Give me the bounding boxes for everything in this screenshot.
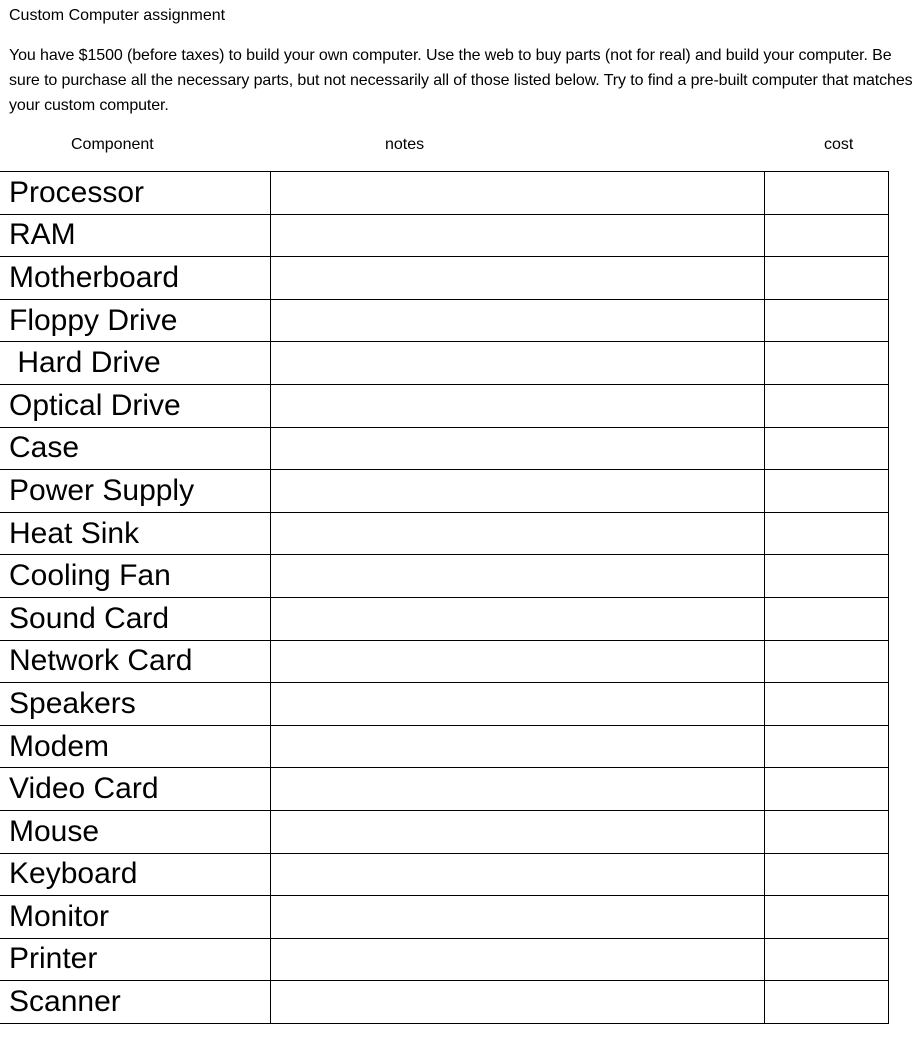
cost-cell[interactable] [764, 768, 888, 811]
parts-table [0, 171, 889, 1024]
notes-cell[interactable] [270, 470, 764, 513]
component-name: Power Supply [0, 470, 270, 513]
component-name: Scanner [0, 981, 270, 1024]
cost-cell[interactable] [764, 640, 888, 683]
cost-cell[interactable] [764, 683, 888, 726]
notes-cell[interactable] [270, 725, 764, 768]
component-name: Keyboard [0, 853, 270, 896]
cost-cell[interactable] [764, 810, 888, 853]
notes-cell[interactable] [270, 512, 764, 555]
table-row [0, 981, 888, 1024]
component-name: Modem [0, 725, 270, 768]
table-row [0, 683, 888, 726]
cost-cell[interactable] [764, 512, 888, 555]
table-row [0, 470, 888, 513]
table-row [0, 555, 888, 598]
component-name: Network Card [0, 640, 270, 683]
component-name: Optical Drive [0, 384, 270, 427]
cost-cell[interactable] [764, 214, 888, 257]
notes-cell[interactable] [270, 299, 764, 342]
table-row [0, 640, 888, 683]
table-row [0, 299, 888, 342]
notes-cell[interactable] [270, 342, 764, 385]
notes-cell[interactable] [270, 597, 764, 640]
component-name: Motherboard [0, 257, 270, 300]
notes-cell[interactable] [270, 683, 764, 726]
component-name: Hard Drive [0, 342, 270, 385]
cost-cell[interactable] [764, 470, 888, 513]
cost-cell[interactable] [764, 257, 888, 300]
component-name: Sound Card [0, 597, 270, 640]
notes-cell[interactable] [270, 896, 764, 939]
column-header-notes: notes [385, 136, 425, 153]
cost-cell[interactable] [764, 342, 888, 385]
document-title: Custom Computer assignment [9, 7, 226, 24]
table-row [0, 214, 888, 257]
cost-cell[interactable] [764, 384, 888, 427]
component-name: Printer [0, 938, 270, 981]
cost-cell[interactable] [764, 981, 888, 1024]
notes-cell[interactable] [270, 768, 764, 811]
table-row [0, 768, 888, 811]
table-row [0, 896, 888, 939]
cost-cell[interactable] [764, 172, 888, 215]
cost-cell[interactable] [764, 597, 888, 640]
component-name: Cooling Fan [0, 555, 270, 598]
table-row [0, 172, 888, 215]
cost-cell[interactable] [764, 555, 888, 598]
table-row [0, 725, 888, 768]
notes-cell[interactable] [270, 172, 764, 215]
component-name: RAM [0, 214, 270, 257]
cost-cell[interactable] [764, 853, 888, 896]
notes-cell[interactable] [270, 427, 764, 470]
notes-cell[interactable] [270, 981, 764, 1024]
notes-cell[interactable] [270, 214, 764, 257]
table-row [0, 342, 888, 385]
table-row [0, 512, 888, 555]
table-row [0, 384, 888, 427]
notes-cell[interactable] [270, 938, 764, 981]
table-row [0, 853, 888, 896]
notes-cell[interactable] [270, 384, 764, 427]
cost-cell[interactable] [764, 299, 888, 342]
column-header-cost: cost [824, 136, 854, 153]
component-name: Floppy Drive [0, 299, 270, 342]
table-row [0, 938, 888, 981]
cost-cell[interactable] [764, 725, 888, 768]
component-name: Video Card [0, 768, 270, 811]
component-name: Case [0, 427, 270, 470]
instructions-paragraph: You have $1500 (before taxes) to build your own computer. Use the web to buy parts (not for real) and build your computer. Be sure to purchase all the necessary parts, but not necessarily all of those listed below. Try to find a pre-built computer that matches your custom computer. [9, 47, 913, 114]
cost-cell[interactable] [764, 938, 888, 981]
column-header-component: Component [71, 136, 154, 153]
notes-cell[interactable] [270, 853, 764, 896]
table-row [0, 427, 888, 470]
table-row [0, 597, 888, 640]
component-name: Speakers [0, 683, 270, 726]
notes-cell[interactable] [270, 810, 764, 853]
component-name: Heat Sink [0, 512, 270, 555]
notes-cell[interactable] [270, 640, 764, 683]
cost-cell[interactable] [764, 896, 888, 939]
component-name: Processor [0, 172, 270, 215]
notes-cell[interactable] [270, 257, 764, 300]
cost-cell[interactable] [764, 427, 888, 470]
component-name: Mouse [0, 810, 270, 853]
notes-cell[interactable] [270, 555, 764, 598]
table-row [0, 810, 888, 853]
component-name: Monitor [0, 896, 270, 939]
table-row [0, 257, 888, 300]
